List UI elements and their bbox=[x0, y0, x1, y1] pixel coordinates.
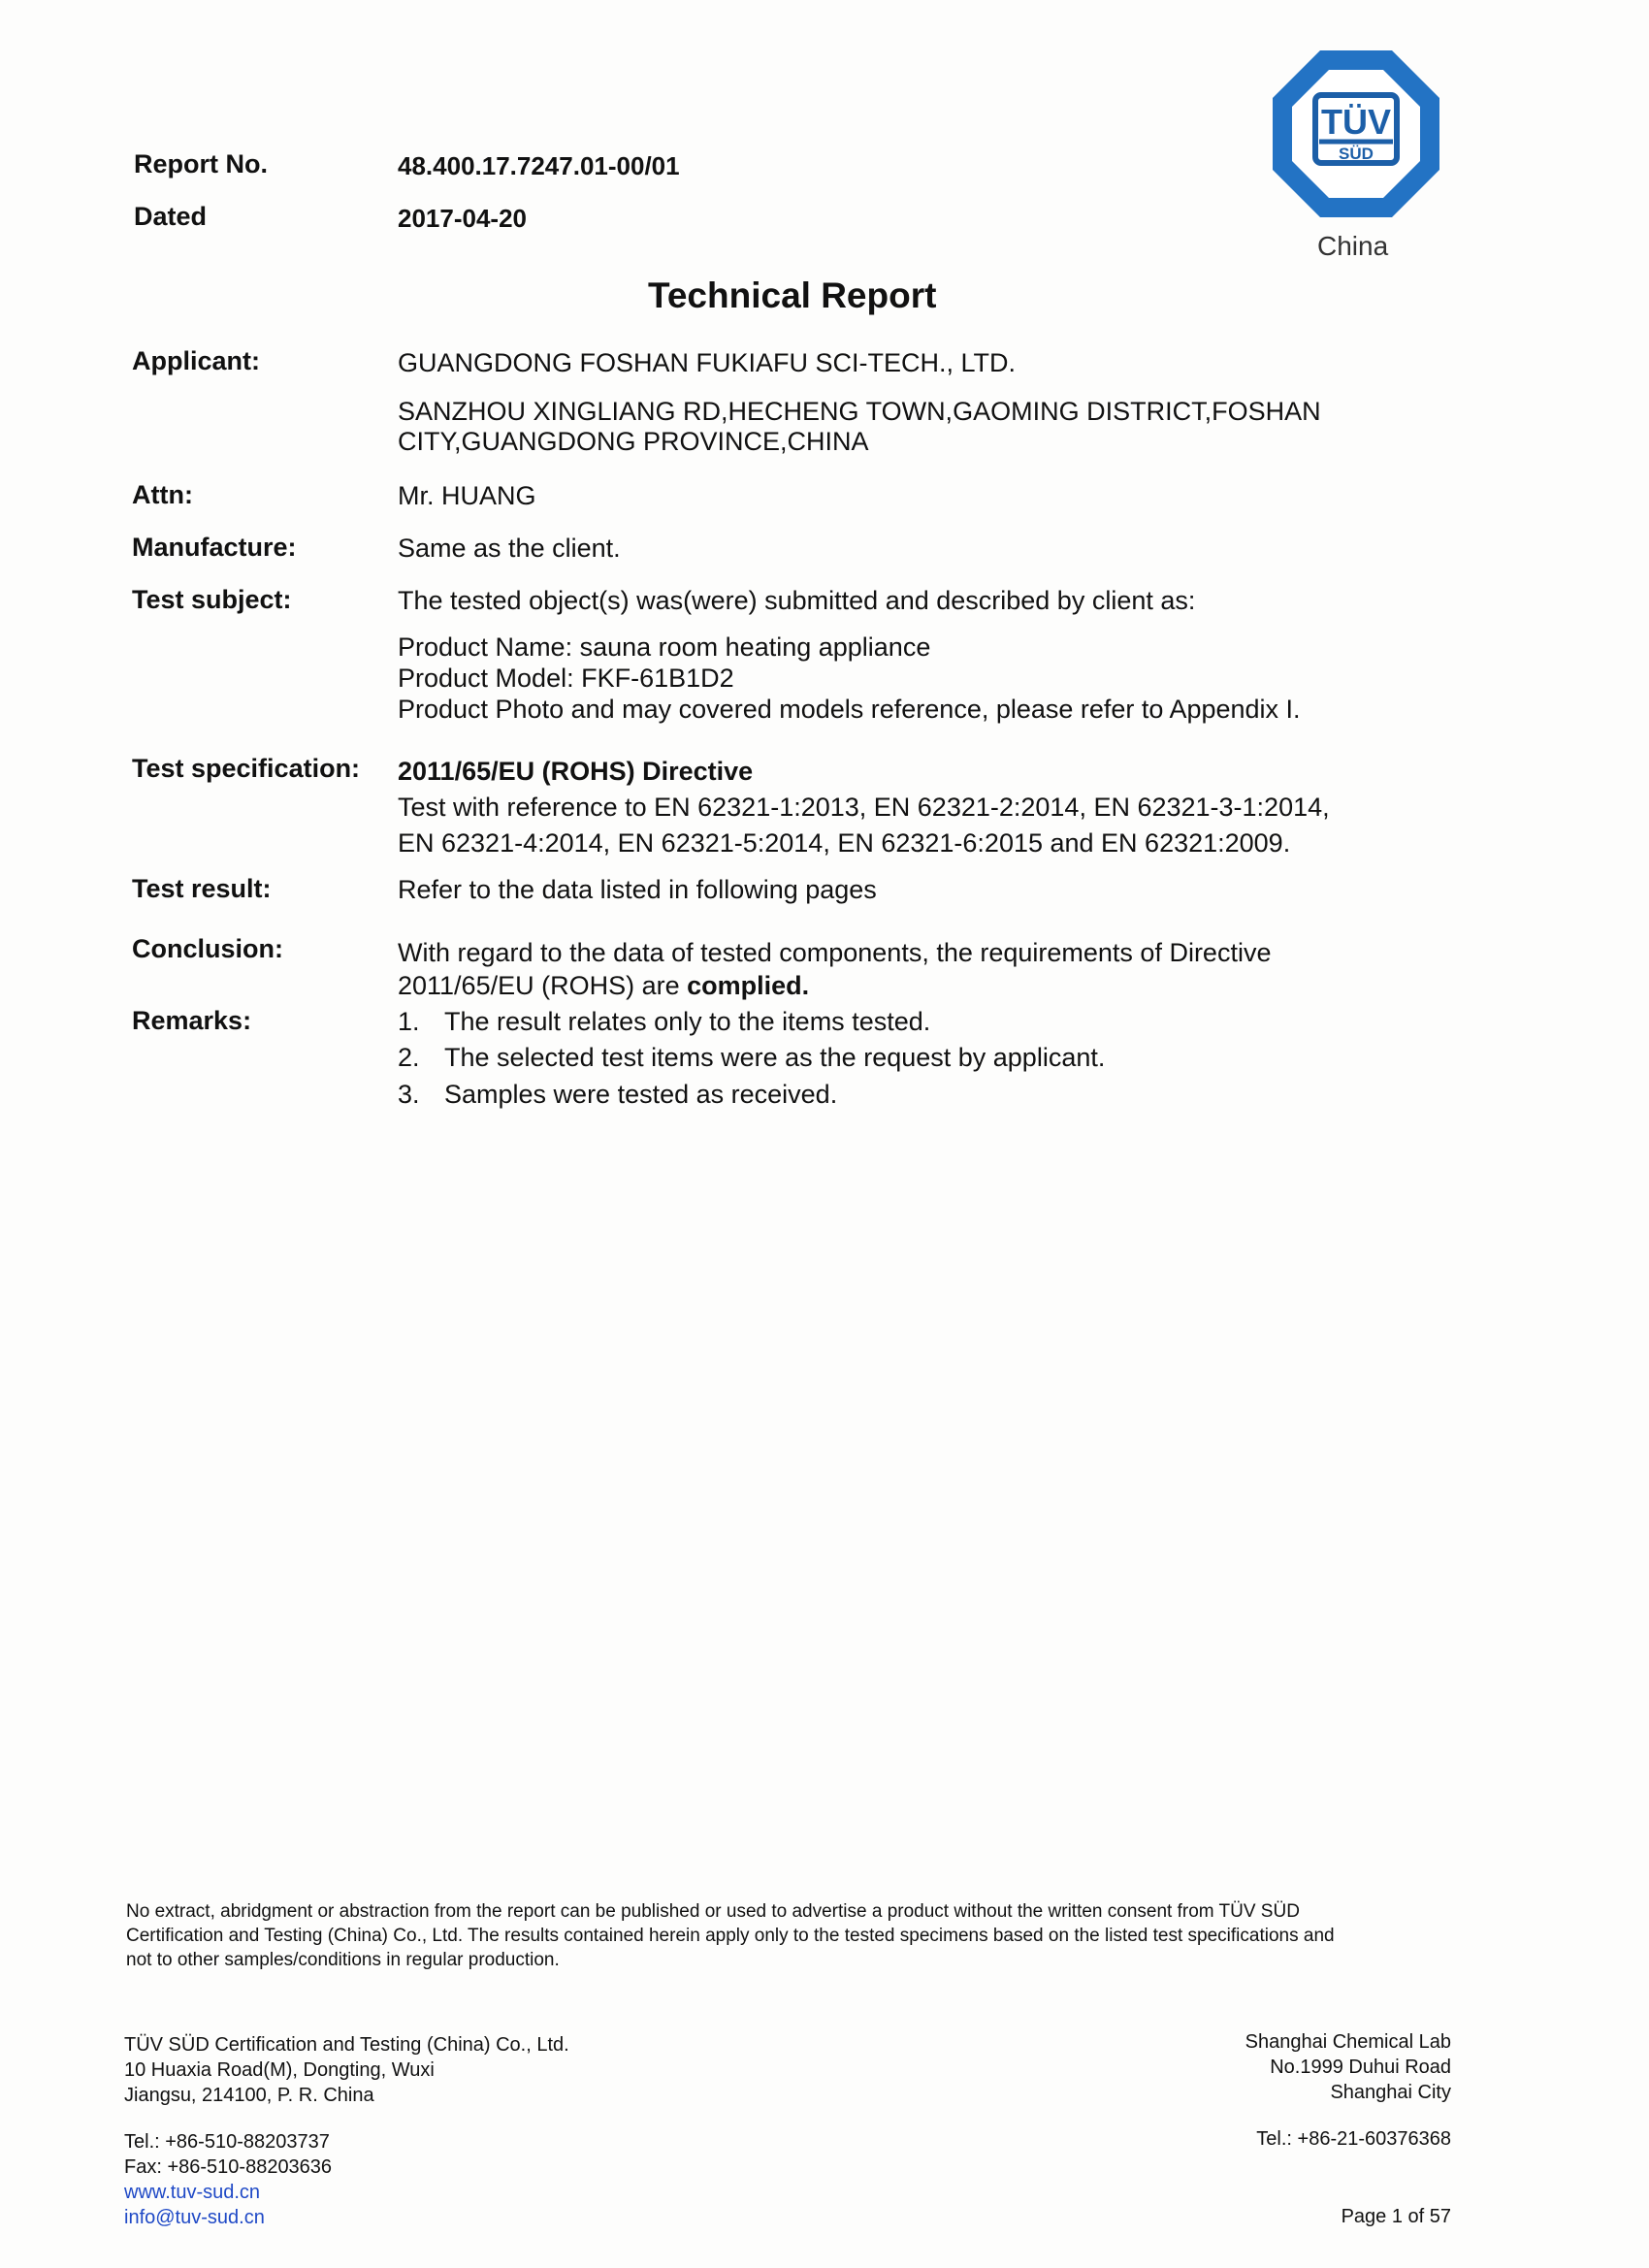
footer-street: 10 Huaxia Road(M), Dongting, Wuxi bbox=[124, 2059, 435, 2081]
dated-label: Dated bbox=[134, 202, 208, 231]
remark-item bbox=[398, 1043, 1105, 1073]
remark-text: Samples were tested as received. bbox=[444, 1080, 838, 1109]
footer-company-name: TÜV SÜD Certification and Testing (China) Co., Ltd. bbox=[124, 2034, 569, 2056]
logo-region: China bbox=[1317, 231, 1389, 261]
test-spec-line2: EN 62321-4:2014, EN 62321-5:2014, EN 62321-6:2015 and EN 62321:2009. bbox=[398, 828, 1291, 858]
test-subject-label: Test subject: bbox=[132, 585, 292, 614]
conclusion-line1: With regard to the data of tested components, the requirements of Directive bbox=[398, 938, 1272, 967]
applicant-label: Applicant: bbox=[132, 346, 260, 375]
manufacture-value: Same as the client. bbox=[398, 534, 621, 563]
test-spec-line1: Test with reference to EN 62321-1:2013, EN 62321-2:2014, EN 62321-3-1:2014, bbox=[398, 793, 1330, 822]
footer-tel: Tel.: +86-510-88203737 bbox=[124, 2131, 330, 2153]
conclusion-label: Conclusion: bbox=[132, 934, 283, 963]
footer-lab-street: No.1999 Duhui Road bbox=[1270, 2057, 1451, 2078]
test-result-value: Refer to the data listed in following pages bbox=[398, 875, 877, 904]
remark-item bbox=[398, 1007, 930, 1037]
conclusion-verdict: complied. bbox=[687, 971, 810, 1000]
footer-lab-tel: Tel.: +86-21-60376368 bbox=[1256, 2128, 1451, 2150]
remark-text: The selected test items were as the request by applicant. bbox=[444, 1043, 1106, 1072]
logo-octagon-icon bbox=[1269, 47, 1443, 221]
logo-text-bottom: SÜD bbox=[1339, 145, 1374, 163]
conclusion-line2 bbox=[398, 970, 809, 1001]
remarks-label: Remarks: bbox=[132, 1006, 252, 1035]
test-subject-intro: The tested object(s) was(were) submitted and described by client as: bbox=[398, 586, 1196, 615]
remark-text: The result relates only to the items tested. bbox=[444, 1007, 931, 1036]
dated-value: 2017-04-20 bbox=[398, 204, 527, 233]
footer-contacts bbox=[124, 2129, 332, 2230]
applicant-address-line2: CITY,GUANGDONG PROVINCE,CHINA bbox=[398, 427, 869, 456]
page-title: Technical Report bbox=[648, 275, 937, 315]
footer-company-address bbox=[124, 2032, 569, 2108]
test-spec-title: 2011/65/EU (ROHS) Directive bbox=[398, 757, 754, 786]
product-photo-note: Product Photo and may covered models reference, please refer to Appendix I. bbox=[398, 695, 1301, 724]
attn-label: Attn: bbox=[132, 480, 193, 509]
disclaimer bbox=[126, 1899, 1523, 1972]
footer-website-link[interactable]: www.tuv-sud.cn bbox=[124, 2182, 261, 2203]
product-model: Product Model: FKF-61B1D2 bbox=[398, 664, 734, 693]
report-no-value: 48.400.17.7247.01-00/01 bbox=[398, 151, 680, 180]
remark-item bbox=[398, 1080, 837, 1110]
footer-email-link[interactable]: info@tuv-sud.cn bbox=[124, 2207, 265, 2228]
attn-value: Mr. HUANG bbox=[398, 481, 536, 510]
footer-lab-city: Shanghai City bbox=[1330, 2082, 1451, 2103]
product-name: Product Name: sauna room heating appliance bbox=[398, 632, 931, 662]
footer-region: Jiangsu, 214100, P. R. China bbox=[124, 2085, 374, 2106]
manufacture-label: Manufacture: bbox=[132, 533, 297, 562]
test-result-label: Test result: bbox=[132, 874, 272, 903]
remark-number: 3. bbox=[398, 1080, 420, 1109]
tuv-sud-logo bbox=[1269, 47, 1443, 221]
applicant-address-line1: SANZHOU XINGLIANG RD,HECHENG TOWN,GAOMING DISTRICT,FOSHAN bbox=[398, 397, 1321, 426]
test-spec-label: Test specification: bbox=[132, 754, 361, 783]
applicant-name: GUANGDONG FOSHAN FUKIAFU SCI-TECH., LTD. bbox=[398, 348, 1017, 377]
footer-fax: Fax: +86-510-88203636 bbox=[124, 2156, 333, 2178]
footer-lab-address bbox=[1067, 2029, 1451, 2105]
disclaimer-line3: not to other samples/conditions in regular production. bbox=[126, 1950, 560, 1970]
report-no-label: Report No. bbox=[134, 149, 268, 178]
remark-number: 1. bbox=[398, 1007, 420, 1036]
remark-number: 2. bbox=[398, 1043, 420, 1072]
conclusion-line2-text: 2011/65/EU (ROHS) are bbox=[398, 971, 688, 1000]
logo-text-top: TÜV bbox=[1321, 102, 1391, 142]
disclaimer-line1: No extract, abridgment or abstraction from the report can be published or used to advertise a product without the written consent from TÜV SÜD bbox=[126, 1901, 1300, 1922]
disclaimer-line2: Certification and Testing (China) Co., Ltd. The results contained herein apply only to the tested specimens based on the listed test specifications and bbox=[126, 1926, 1335, 1946]
footer-lab-name: Shanghai Chemical Lab bbox=[1245, 2031, 1451, 2053]
page-number: Page 1 of 57 bbox=[1341, 2206, 1451, 2227]
